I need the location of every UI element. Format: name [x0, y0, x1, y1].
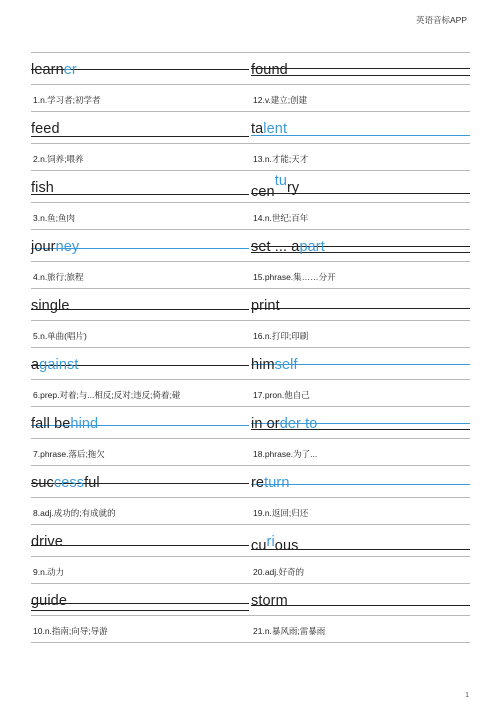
right-definition-cell	[251, 556, 470, 583]
word-segment: ry	[286, 180, 300, 196]
definition-row	[31, 615, 470, 642]
definition-text: 9.n.动力	[33, 567, 65, 577]
word-segment: jour	[31, 239, 56, 255]
vocab-word	[251, 416, 317, 432]
right-word-cell	[251, 229, 470, 261]
word-segment: print	[251, 298, 280, 314]
definition-row	[31, 320, 470, 347]
word-segment: drive	[31, 534, 63, 550]
left-word-cell	[31, 347, 249, 379]
word-segment: single	[31, 298, 70, 314]
vocab-word	[31, 593, 67, 609]
vocab-word	[31, 298, 70, 314]
left-definition-cell	[31, 438, 249, 465]
right-definition-cell	[251, 497, 470, 524]
bottom-rule-row	[31, 642, 470, 643]
left-word-cell	[31, 111, 249, 143]
vocab-word	[251, 62, 288, 78]
vocab-word	[31, 62, 77, 78]
left-word-cell	[31, 465, 249, 497]
word-highlight-segment: self	[274, 357, 298, 373]
vocab-word	[251, 357, 298, 373]
word-highlight-segment: hind	[70, 416, 99, 432]
left-word-cell	[31, 524, 249, 556]
vocab-word	[251, 239, 325, 255]
definition-text: 6.prep.对着;与...相反;反对;违反;倚着;碰	[33, 390, 181, 400]
definition-text: 19.n.返回;归还	[253, 508, 309, 518]
word-highlight-segment: tu	[274, 173, 287, 189]
definition-text: 13.n.才能;天才	[253, 154, 309, 164]
word-segment: learn	[31, 62, 64, 78]
word-segment: ta	[251, 121, 264, 137]
word-highlight-segment: cess	[53, 475, 85, 491]
word-segment: guide	[31, 593, 67, 609]
vocab-word	[31, 121, 60, 137]
word-row	[31, 524, 470, 556]
word-segment: fall be	[31, 416, 71, 432]
vocab-word	[251, 298, 280, 314]
word-row	[31, 111, 470, 143]
right-word-cell	[251, 170, 470, 202]
right-word-cell	[251, 465, 470, 497]
right-definition-cell	[251, 261, 470, 288]
app-header: 英语音标APP	[415, 15, 467, 25]
guide-line	[31, 136, 249, 137]
right-definition-cell	[251, 320, 470, 347]
word-highlight-segment: er	[63, 62, 77, 78]
vocab-word	[31, 239, 79, 255]
left-word-cell	[31, 583, 249, 615]
left-definition-cell	[31, 615, 249, 642]
word-highlight-segment: lent	[263, 121, 288, 137]
left-definition-cell	[31, 202, 249, 229]
right-definition-cell	[251, 202, 470, 229]
left-definition-cell	[31, 497, 249, 524]
vocab-word	[31, 416, 98, 432]
word-segment: found	[251, 62, 288, 78]
definition-text: 20.adj.好奇的	[253, 567, 305, 577]
right-word-cell	[251, 52, 470, 84]
right-definition-cell	[251, 615, 470, 642]
left-word-cell	[31, 170, 249, 202]
vocab-word	[251, 121, 287, 137]
word-highlight-segment: der to	[279, 416, 318, 432]
left-definition-cell	[31, 379, 249, 406]
left-word-cell	[31, 406, 249, 438]
word-segment: in or	[251, 416, 280, 432]
vocab-word	[31, 475, 100, 491]
word-row	[31, 347, 470, 379]
definition-row	[31, 202, 470, 229]
word-highlight-segment: turn	[264, 475, 290, 491]
word-highlight-segment: part	[299, 239, 325, 255]
definition-text: 8.adj.成功的;有成就的	[33, 508, 116, 518]
right-word-cell	[251, 288, 470, 320]
right-definition-cell	[251, 438, 470, 465]
left-definition-cell	[31, 261, 249, 288]
definition-text: 15.phrase.集……分开	[253, 272, 336, 282]
word-segment: ful	[84, 475, 100, 491]
definition-text: 21.n.暴风雨;雷暴雨	[253, 626, 326, 636]
definition-text: 12.v.建立;创建	[253, 95, 308, 105]
definition-row	[31, 261, 470, 288]
definition-text: 2.n.饲养;喂养	[33, 154, 84, 164]
definition-text: 5.n.单曲(唱片)	[33, 331, 87, 341]
right-definition-cell	[251, 379, 470, 406]
definition-text: 4.n.旅行;旅程	[33, 272, 84, 282]
vocabulary-grid	[31, 52, 470, 643]
definition-row	[31, 84, 470, 111]
vocab-word	[251, 475, 289, 491]
guide-line	[251, 308, 470, 309]
word-segment: him	[251, 357, 275, 373]
word-segment: cen	[251, 184, 275, 200]
right-word-cell	[251, 583, 470, 615]
left-word-cell	[31, 288, 249, 320]
definition-text: 10.n.指南;向导;导游	[33, 626, 108, 636]
word-segment: set ... a	[251, 239, 300, 255]
definition-text: 17.pron.他自己	[253, 390, 310, 400]
right-word-cell	[251, 347, 470, 379]
word-row	[31, 583, 470, 615]
right-definition-cell	[251, 84, 470, 111]
word-segment: cu	[251, 538, 267, 554]
word-segment: suc	[31, 475, 54, 491]
word-highlight-segment: ney	[55, 239, 80, 255]
definition-text: 18.phrase.为了...	[253, 449, 318, 459]
left-definition-cell	[31, 84, 249, 111]
right-word-cell	[251, 406, 470, 438]
left-definition-cell	[31, 320, 249, 347]
vocab-word	[251, 173, 300, 200]
page-number: 1	[465, 692, 469, 699]
word-segment: re	[251, 475, 265, 491]
definition-text: 7.phrase.落后;拖欠	[33, 449, 105, 459]
guide-line	[31, 194, 249, 195]
guide-line	[31, 610, 249, 611]
word-row	[31, 288, 470, 320]
word-row	[31, 406, 470, 438]
right-definition-cell	[251, 143, 470, 170]
definition-row	[31, 143, 470, 170]
vocab-word	[31, 357, 78, 373]
definition-row	[31, 438, 470, 465]
definition-text: 3.n.鱼;鱼肉	[33, 213, 76, 223]
vocab-word	[251, 534, 299, 554]
left-definition-cell	[31, 556, 249, 583]
definition-text: 16.n.打印;印刷	[253, 331, 309, 341]
right-word-cell	[251, 524, 470, 556]
definition-text: 14.n.世纪;百年	[253, 213, 309, 223]
vocab-word	[31, 180, 54, 196]
definition-row	[31, 556, 470, 583]
word-row	[31, 229, 470, 261]
right-word-cell	[251, 111, 470, 143]
definition-text: 1.n.学习者;初学者	[33, 95, 101, 105]
word-segment: fish	[31, 180, 54, 196]
vocab-word	[31, 534, 63, 550]
word-segment: storm	[251, 593, 288, 609]
rule-line	[31, 642, 470, 643]
word-segment: a	[31, 357, 40, 373]
word-row	[31, 52, 470, 84]
word-highlight-segment: gainst	[39, 357, 79, 373]
word-row	[31, 465, 470, 497]
left-word-cell	[31, 229, 249, 261]
word-highlight-segment: ri	[266, 534, 275, 550]
left-word-cell	[31, 52, 249, 84]
guide-line	[31, 545, 249, 546]
left-definition-cell	[31, 143, 249, 170]
word-segment: ous	[274, 538, 299, 554]
definition-row	[31, 379, 470, 406]
vocab-word	[251, 593, 288, 609]
word-segment: feed	[31, 121, 60, 137]
definition-row	[31, 497, 470, 524]
word-row	[31, 170, 470, 202]
